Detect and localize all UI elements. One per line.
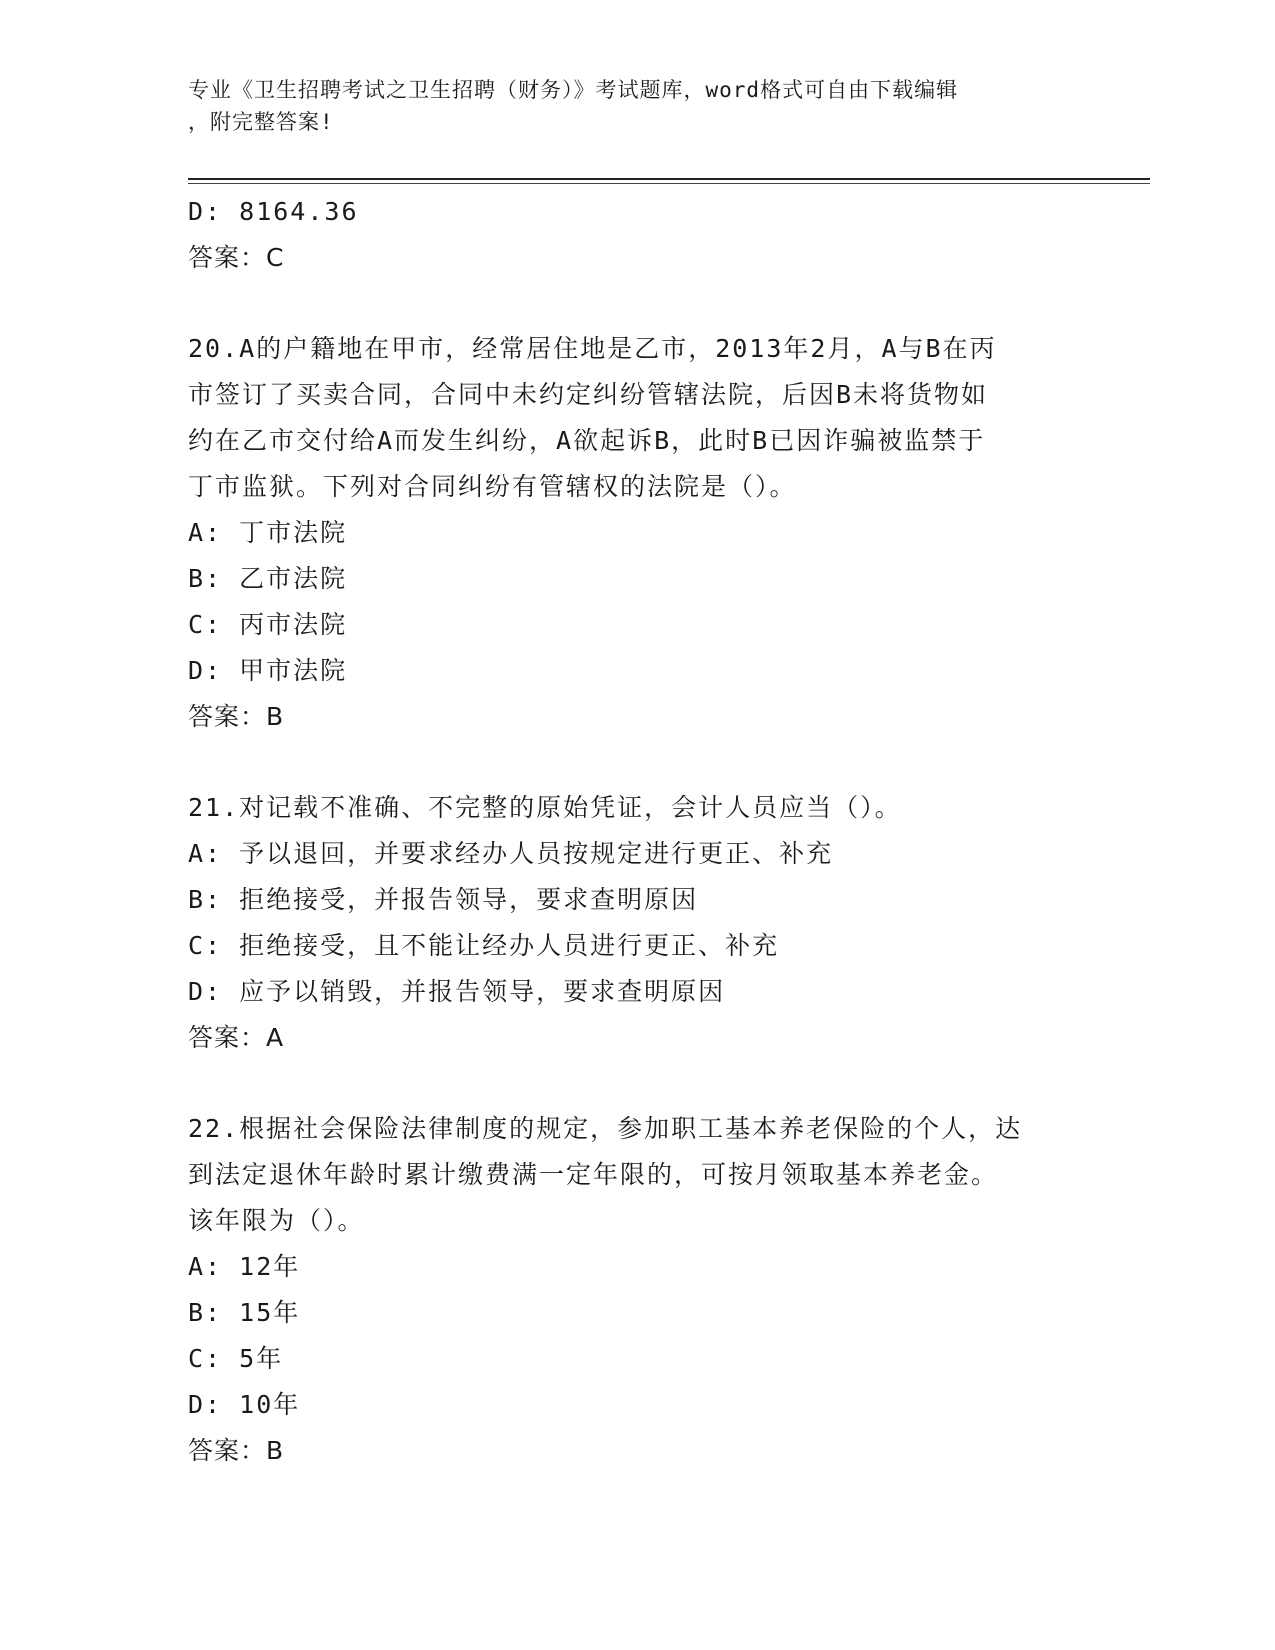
q21-option-c: C: 拒绝接受，且不能让经办人员进行更正、补充 [188, 931, 780, 960]
q22-stem-line: 到法定退休年龄时累计缴费满一定年限的，可按月领取基本养老金。 [188, 1160, 999, 1189]
q20-stem-line: 20.A的户籍地在甲市，经常居住地是乙市，2013年2月，A与B在丙 [188, 334, 997, 363]
q21-option-a: A: 予以退回，并要求经办人员按规定进行更正、补充 [188, 839, 834, 868]
spacer [188, 740, 1088, 785]
q19-answer: 答案：C [188, 243, 285, 272]
question-list [188, 189, 1088, 1474]
q20-stem-line: 约在乙市交付给A而发生纠纷，A欲起诉B，此时B已因诈骗被监禁于 [188, 426, 986, 455]
header-line-2: ，附完整答案! [188, 110, 334, 134]
header-divider-thick [188, 178, 1150, 180]
spacer [188, 281, 1088, 326]
q22-stem-line: 22.根据社会保险法律制度的规定，参加职工基本养老保险的个人，达 [188, 1114, 1023, 1143]
q20-option-a: A: 丁市法院 [188, 518, 348, 547]
q21-option-b: B: 拒绝接受，并报告领导，要求查明原因 [188, 885, 699, 914]
q20-option-b: B: 乙市法院 [188, 564, 348, 593]
q20-stem-line: 丁市监狱。下列对合同纠纷有管辖权的法院是（）。 [188, 472, 797, 501]
q20-option-d: D: 甲市法院 [188, 656, 348, 685]
question-21 [188, 785, 1088, 1061]
q20-option-c: C: 丙市法院 [188, 610, 348, 639]
q22-option-d: D: 10年 [188, 1390, 301, 1419]
header-divider-thin [188, 183, 1150, 184]
q22-option-c: C: 5年 [188, 1344, 284, 1373]
q21-answer: 答案：A [188, 1023, 285, 1052]
q22-answer: 答案：B [188, 1436, 285, 1465]
q22-option-b: B: 15年 [188, 1298, 301, 1327]
page-header [188, 74, 1068, 138]
q22-option-a: A: 12年 [188, 1252, 301, 1281]
spacer [188, 1061, 1088, 1106]
q21-stem-line: 21.对记载不准确、不完整的原始凭证，会计人员应当（）。 [188, 793, 902, 822]
header-line-1: 专业《卫生招聘考试之卫生招聘（财务）》考试题库，word格式可自由下载编辑 [188, 78, 959, 102]
q19-option-d: D: 8164.36 [188, 197, 359, 226]
question-22 [188, 1106, 1088, 1474]
q20-stem-line: 市签订了买卖合同，合同中未约定纠纷管辖法院，后因B未将货物如 [188, 380, 989, 409]
q22-stem-line: 该年限为（）。 [188, 1206, 365, 1235]
question-20 [188, 326, 1088, 740]
q21-option-d: D: 应予以销毁，并报告领导，要求查明原因 [188, 977, 726, 1006]
q20-answer: 答案：B [188, 702, 285, 731]
question-19-tail [188, 189, 1088, 281]
